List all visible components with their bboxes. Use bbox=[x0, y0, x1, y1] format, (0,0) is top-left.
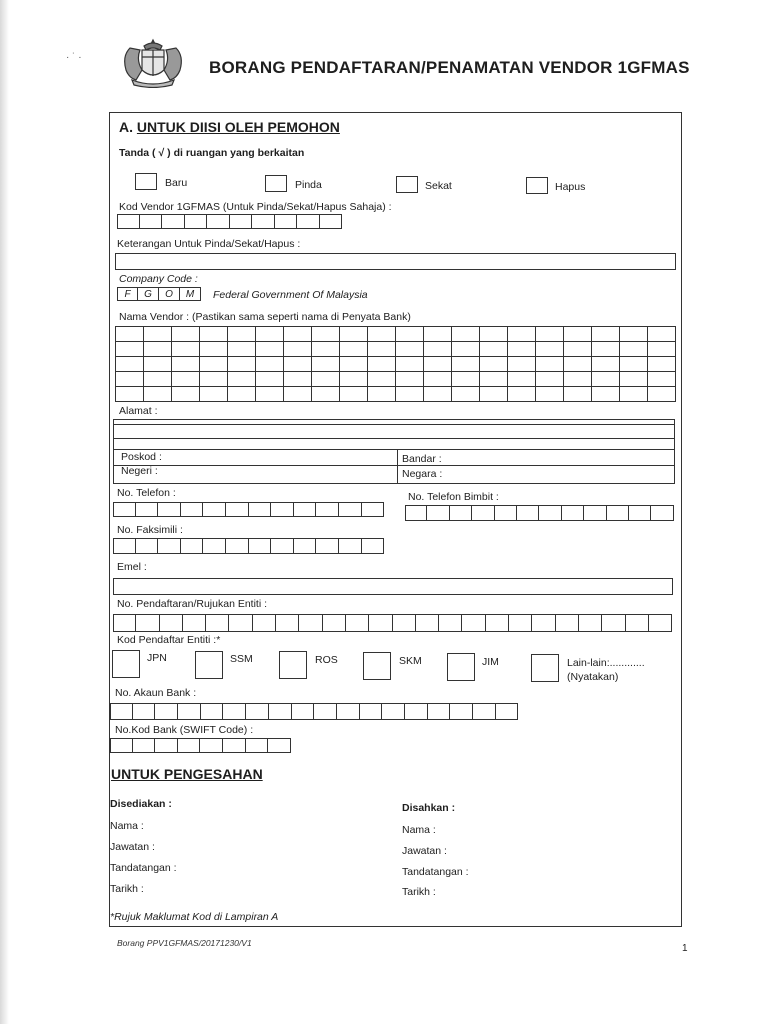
checkbox-ssm[interactable] bbox=[195, 651, 223, 679]
company-code-label: Company Code : bbox=[119, 273, 198, 285]
pendaftaran-cell[interactable] bbox=[439, 614, 462, 632]
telefon-bimbit-cell[interactable] bbox=[629, 505, 651, 521]
kod-vendor-cell[interactable] bbox=[185, 214, 208, 229]
faksimili-cell[interactable] bbox=[203, 538, 226, 554]
nama-vendor-label: Nama Vendor : (Pastikan sama seperti nama di Penyata Bank) bbox=[119, 311, 411, 323]
akaun-bank-cell[interactable] bbox=[292, 703, 315, 720]
pendaftaran-cell[interactable] bbox=[253, 614, 276, 632]
pendaftaran-cell[interactable] bbox=[532, 614, 555, 632]
telefon-cell[interactable] bbox=[158, 502, 181, 517]
kod-vendor-cell[interactable] bbox=[140, 214, 163, 229]
telefon-bimbit-cell[interactable] bbox=[495, 505, 517, 521]
kod-vendor-cell[interactable] bbox=[230, 214, 253, 229]
checkbox-ros[interactable] bbox=[279, 651, 307, 679]
kod-pendaftar-label: Kod Pendaftar Entiti :* bbox=[117, 634, 221, 646]
pendaftaran-cell[interactable] bbox=[229, 614, 252, 632]
negara-label: Negara : bbox=[402, 468, 443, 480]
disahkan-tarikh-label: Tarikh : bbox=[402, 886, 436, 898]
swift-code-cell[interactable] bbox=[178, 738, 201, 753]
akaun-bank-cell[interactable] bbox=[473, 703, 496, 720]
option-label-hapus: Hapus bbox=[555, 181, 586, 193]
telefon-cells[interactable] bbox=[113, 502, 384, 517]
telefon-bimbit-cell[interactable] bbox=[584, 505, 606, 521]
alamat-rule bbox=[113, 449, 675, 450]
malaysia-coat-of-arms-icon bbox=[118, 36, 188, 88]
pendaftaran-cells[interactable] bbox=[113, 614, 672, 632]
scan-edge-shadow bbox=[0, 0, 9, 1024]
akaun-bank-cell[interactable] bbox=[110, 703, 133, 720]
entity-label-ros: ROS bbox=[315, 654, 338, 666]
telefon-bimbit-cell[interactable] bbox=[562, 505, 584, 521]
telefon-cell[interactable] bbox=[316, 502, 339, 517]
lain-lain-label: Lain-lain:............ bbox=[567, 657, 645, 669]
disediakan-nama-label: Nama : bbox=[110, 820, 144, 832]
akaun-bank-cell[interactable] bbox=[201, 703, 224, 720]
emel-field[interactable] bbox=[113, 578, 673, 595]
telefon-cell[interactable] bbox=[271, 502, 294, 517]
telefon-cell[interactable] bbox=[362, 502, 385, 517]
kod-vendor-cells[interactable] bbox=[117, 214, 342, 229]
telefon-cell[interactable] bbox=[181, 502, 204, 517]
pendaftaran-cell[interactable] bbox=[369, 614, 392, 632]
akaun-bank-cell[interactable] bbox=[496, 703, 519, 720]
faksimili-cell[interactable] bbox=[271, 538, 294, 554]
checkbox-baru[interactable] bbox=[135, 173, 157, 190]
swift-code-cell[interactable] bbox=[110, 738, 133, 753]
alamat-label: Alamat : bbox=[119, 405, 158, 417]
pendaftaran-cell[interactable] bbox=[649, 614, 672, 632]
akaun-bank-cell[interactable] bbox=[405, 703, 428, 720]
form-reference: Borang PPV1GFMAS/20171230/V1 bbox=[117, 938, 252, 948]
disahkan-label: Disahkan : bbox=[402, 802, 456, 814]
akaun-bank-cell[interactable] bbox=[246, 703, 269, 720]
section-a-prefix: A. bbox=[119, 119, 133, 135]
checkbox-skm[interactable] bbox=[363, 652, 391, 680]
checkbox-pinda[interactable] bbox=[265, 175, 287, 192]
emel-label: Emel : bbox=[117, 561, 147, 573]
alamat-box[interactable] bbox=[113, 419, 675, 484]
disediakan-jawatan-label: Jawatan : bbox=[110, 841, 155, 853]
telefon-bimbit-cell[interactable] bbox=[651, 505, 673, 521]
checkbox-lain-lain[interactable] bbox=[531, 654, 559, 682]
disediakan-tarikh-label: Tarikh : bbox=[110, 883, 144, 895]
akaun-bank-label: No. Akaun Bank : bbox=[115, 687, 197, 699]
pendaftaran-cell[interactable] bbox=[556, 614, 579, 632]
kod-vendor-cell[interactable] bbox=[162, 214, 185, 229]
nyatakan-label: (Nyatakan) bbox=[567, 671, 619, 683]
swift-code-cell[interactable] bbox=[133, 738, 156, 753]
telefon-bimbit-cell[interactable] bbox=[517, 505, 539, 521]
pendaftaran-cell[interactable] bbox=[136, 614, 159, 632]
pendaftaran-cell[interactable] bbox=[393, 614, 416, 632]
faksimili-cell[interactable] bbox=[226, 538, 249, 554]
pendaftaran-cell[interactable] bbox=[206, 614, 229, 632]
kod-vendor-cell[interactable] bbox=[117, 214, 140, 229]
akaun-bank-cell[interactable] bbox=[133, 703, 156, 720]
kod-vendor-cell[interactable] bbox=[207, 214, 230, 229]
faksimili-cell[interactable] bbox=[362, 538, 385, 554]
disediakan-label: Disediakan : bbox=[110, 798, 172, 810]
keterangan-label: Keterangan Untuk Pinda/Sekat/Hapus : bbox=[117, 238, 301, 250]
telefon-cell[interactable] bbox=[203, 502, 226, 517]
telefon-bimbit-cell[interactable] bbox=[427, 505, 449, 521]
section-a-title bbox=[119, 119, 340, 135]
telefon-cell[interactable] bbox=[339, 502, 362, 517]
checkbox-jim[interactable] bbox=[447, 653, 475, 681]
company-code-letter: F bbox=[117, 287, 138, 301]
pendaftaran-cell[interactable] bbox=[323, 614, 346, 632]
faksimili-label: No. Faksimili : bbox=[117, 524, 183, 536]
telefon-bimbit-cell[interactable] bbox=[405, 505, 427, 521]
swift-code-cell[interactable] bbox=[223, 738, 246, 753]
swift-code-cell[interactable] bbox=[155, 738, 178, 753]
swift-code-cells[interactable] bbox=[110, 738, 291, 753]
alamat-rule bbox=[113, 465, 675, 466]
akaun-bank-cell[interactable] bbox=[360, 703, 383, 720]
faksimili-cell[interactable] bbox=[158, 538, 181, 554]
faksimili-cell[interactable] bbox=[316, 538, 339, 554]
telefon-bimbit-cell[interactable] bbox=[450, 505, 472, 521]
pendaftaran-label: No. Pendaftaran/Rujukan Entiti : bbox=[117, 598, 268, 610]
pendaftaran-cell[interactable] bbox=[462, 614, 485, 632]
scan-mark: · ˙ · bbox=[66, 52, 82, 63]
checkbox-jpn[interactable] bbox=[112, 650, 140, 678]
faksimili-cell[interactable] bbox=[181, 538, 204, 554]
option-label-sekat: Sekat bbox=[425, 180, 452, 192]
poskod-label: Poskod : bbox=[121, 451, 162, 463]
akaun-bank-cells[interactable] bbox=[110, 703, 518, 720]
page-number: 1 bbox=[682, 943, 688, 954]
akaun-bank-cell[interactable] bbox=[314, 703, 337, 720]
pendaftaran-cell[interactable] bbox=[160, 614, 183, 632]
swift-code-cell[interactable] bbox=[246, 738, 269, 753]
company-code-letter: G bbox=[138, 287, 159, 301]
option-label-pinda: Pinda bbox=[295, 179, 322, 191]
faksimili-cell[interactable] bbox=[249, 538, 272, 554]
pendaftaran-cell[interactable] bbox=[416, 614, 439, 632]
akaun-bank-cell[interactable] bbox=[269, 703, 292, 720]
company-code-description: Federal Government Of Malaysia bbox=[213, 289, 368, 301]
pendaftaran-cell[interactable] bbox=[299, 614, 322, 632]
telefon-bimbit-cell[interactable] bbox=[607, 505, 629, 521]
swift-code-label: No.Kod Bank (SWIFT Code) : bbox=[115, 724, 254, 736]
kod-vendor-cell[interactable] bbox=[297, 214, 320, 229]
alamat-rule bbox=[113, 438, 675, 439]
checkbox-sekat[interactable] bbox=[396, 176, 418, 193]
company-code-letter: O bbox=[159, 287, 180, 301]
swift-code-cell[interactable] bbox=[268, 738, 291, 753]
negeri-label: Negeri : bbox=[121, 465, 158, 477]
kod-vendor-cell[interactable] bbox=[252, 214, 275, 229]
akaun-bank-cell[interactable] bbox=[337, 703, 360, 720]
alamat-rule bbox=[113, 424, 675, 425]
keterangan-field[interactable] bbox=[115, 253, 676, 270]
disediakan-tandatangan-label: Tandatangan : bbox=[110, 862, 177, 874]
company-code-letter: M bbox=[180, 287, 201, 301]
akaun-bank-cell[interactable] bbox=[178, 703, 201, 720]
telefon-cell[interactable] bbox=[249, 502, 272, 517]
alamat-divider bbox=[397, 449, 398, 484]
option-label-baru: Baru bbox=[165, 177, 188, 189]
pendaftaran-cell[interactable] bbox=[346, 614, 369, 632]
company-code-cells bbox=[117, 287, 201, 301]
instruction-text: Tanda ( √ ) di ruangan yang berkaitan bbox=[119, 147, 305, 159]
disahkan-jawatan-label: Jawatan : bbox=[402, 845, 447, 857]
telefon-cell[interactable] bbox=[226, 502, 249, 517]
pengesahan-title: UNTUK PENGESAHAN bbox=[111, 766, 263, 782]
telefon-bimbit-cell[interactable] bbox=[472, 505, 494, 521]
faksimili-cell[interactable] bbox=[113, 538, 136, 554]
checkbox-hapus[interactable] bbox=[526, 177, 548, 194]
telefon-bimbit-cells[interactable] bbox=[405, 505, 674, 521]
pendaftaran-cell[interactable] bbox=[579, 614, 602, 632]
telefon-cell[interactable] bbox=[294, 502, 317, 517]
section-a-title-text: UNTUK DIISI OLEH PEMOHON bbox=[136, 119, 340, 135]
pendaftaran-cell[interactable] bbox=[113, 614, 136, 632]
pendaftaran-cell[interactable] bbox=[486, 614, 509, 632]
bandar-label: Bandar : bbox=[402, 453, 442, 465]
disahkan-tandatangan-label: Tandatangan : bbox=[402, 866, 469, 878]
lampiran-note: *Rujuk Maklumat Kod di Lampiran A bbox=[110, 911, 279, 923]
faksimili-cell[interactable] bbox=[294, 538, 317, 554]
entity-label-skm: SKM bbox=[399, 655, 422, 667]
pendaftaran-cell[interactable] bbox=[183, 614, 206, 632]
telefon-label: No. Telefon : bbox=[117, 487, 176, 499]
pendaftaran-cell[interactable] bbox=[626, 614, 649, 632]
disahkan-nama-label: Nama : bbox=[402, 824, 436, 836]
kod-vendor-cell[interactable] bbox=[275, 214, 298, 229]
telefon-bimbit-label: No. Telefon Bimbit : bbox=[408, 491, 499, 503]
faksimili-cells[interactable] bbox=[113, 538, 384, 554]
form-title: BORANG PENDAFTARAN/PENAMATAN VENDOR 1GFMAS bbox=[209, 58, 690, 77]
akaun-bank-cell[interactable] bbox=[428, 703, 451, 720]
telefon-cell[interactable] bbox=[113, 502, 136, 517]
entity-label-ssm: SSM bbox=[230, 653, 253, 665]
pendaftaran-cell[interactable] bbox=[602, 614, 625, 632]
faksimili-cell[interactable] bbox=[136, 538, 159, 554]
entity-label-jim: JIM bbox=[482, 656, 499, 668]
akaun-bank-cell[interactable] bbox=[382, 703, 405, 720]
pendaftaran-cell[interactable] bbox=[509, 614, 532, 632]
telefon-bimbit-cell[interactable] bbox=[539, 505, 561, 521]
kod-vendor-label: Kod Vendor 1GFMAS (Untuk Pinda/Sekat/Hapus Sahaja) : bbox=[119, 201, 392, 213]
telefon-cell[interactable] bbox=[136, 502, 159, 517]
nama-vendor-grid[interactable] bbox=[115, 326, 676, 402]
akaun-bank-cell[interactable] bbox=[450, 703, 473, 720]
akaun-bank-cell[interactable] bbox=[223, 703, 246, 720]
kod-vendor-cell[interactable] bbox=[320, 214, 343, 229]
faksimili-cell[interactable] bbox=[339, 538, 362, 554]
entity-label-jpn: JPN bbox=[147, 652, 167, 664]
akaun-bank-cell[interactable] bbox=[155, 703, 178, 720]
swift-code-cell[interactable] bbox=[200, 738, 223, 753]
pendaftaran-cell[interactable] bbox=[276, 614, 299, 632]
